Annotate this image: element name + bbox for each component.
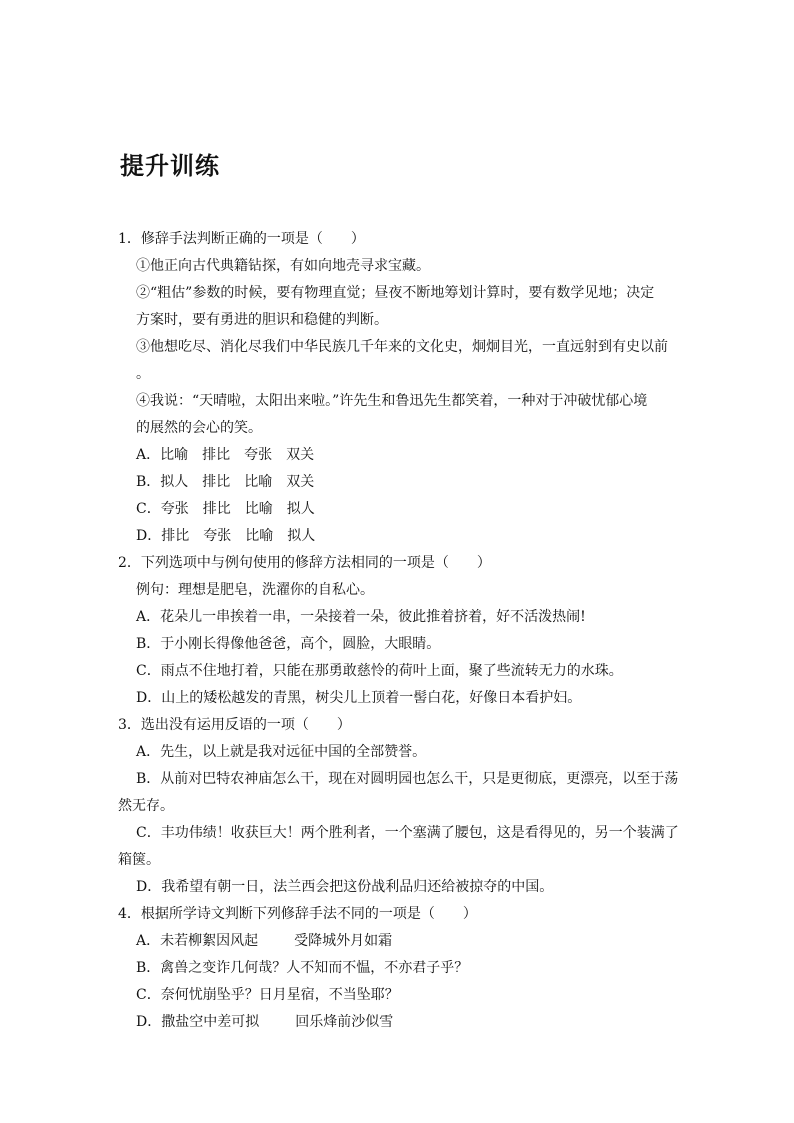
q2-option-d: D．山上的矮松越发的青黑，树尖儿上顶着一髻白花，好像日本看护妇。 [136,690,582,706]
q1-option-d: D．排比 夸张 比喻 拟人 [136,528,316,544]
q3-option-c: C．丰功伟绩！收获巨大！两个胜利者，一个塞满了腰包，这是看得见的，另一个装满了 [136,825,679,841]
q3-stem: 3．选出没有运用反语的一项（ ） [118,717,351,733]
q1-sentence-2-cont: 方案时，要有勇进的胆识和稳健的判断。 [136,312,388,328]
q4-option-d-part1: D．撒盐空中差可拟 [136,1014,260,1030]
q4-option-d [118,1009,676,1036]
q2-stem: 2．下列选项中与例句使用的修辞方法相同的一项是（ ） [118,555,491,571]
q2-example: 例句：理想是肥皂，洗濯你的自私心。 [136,582,374,598]
q3-option-d: D．我希望有朝一日，法兰西会把这份战利品归还给被掠夺的中国。 [136,879,554,895]
q2-option-a: A．花朵儿一串挨着一串，一朵接着一朵，彼此推着挤着，好不活泼热闹! [136,609,586,625]
q1-sentence-4: ④我说：“天晴啦，太阳出来啦。”许先生和鲁迅先生都笑着，一种对于冲破忧郁心境 [136,393,648,409]
page-title: 提升训练 [120,152,220,180]
q4-stem: 4．根据所学诗文判断下列修辞手法不同的一项是（ ） [118,906,477,922]
q1-sentence-4-cont: 的展然的会心的笑。 [136,420,262,436]
q1-option-c: C．夸张 排比 比喻 拟人 [136,501,315,517]
q3-option-b-cont: 然无存。 [118,798,174,814]
q1-option-a: A．比喻 排比 夸张 双关 [136,447,315,463]
q4-option-a-part2: 受降城外月如霜 [294,933,393,949]
q2-option-c: C．雨点不住地打着，只能在那勇敢慈怜的荷叶上面，聚了些流转无力的水珠。 [136,663,623,679]
q1-sentence-1: ①他正向古代典籍钻探，有如向地壳寻求宝藏。 [136,258,430,274]
q1-sentence-3-cont: 。 [136,366,150,382]
q4-option-d-part2: 回乐烽前沙似雪 [295,1014,394,1030]
exercise-content [118,226,679,1036]
q4-option-c: C．奈何忧崩坠乎？日月星宿，不当坠耶？ [136,987,399,1003]
q4-option-a-part1: A．未若柳絮因风起 [136,933,259,949]
q1-sentence-2: ②“粗估”参数的时候，要有物理直觉；昼夜不断地筹划计算时，要有数学见地；决定 [136,285,655,301]
q1-option-b: B．拟人 排比 比喻 双关 [136,474,315,490]
q4-option-a [118,928,676,955]
q2-option-b: B．于小刚长得像他爸爸，高个，圆脸，大眼睛。 [136,636,441,652]
q3-option-a: A．先生，以上就是我对远征中国的全部赞誉。 [136,744,427,760]
q1-stem: 1．修辞手法判断正确的一项是（ ） [118,231,365,247]
q1-sentence-3: ③他想吃尽、消化尽我们中华民族几千年来的文化史，炯炯目光，一直远射到有史以前 [136,339,668,355]
q4-option-b: B．禽兽之变诈几何哉？人不知而不愠，不亦君子乎？ [136,960,469,976]
q3-option-b: B．从前对巴特农神庙怎么干，现在对圆明园也怎么干，只是更彻底，更漂亮，以至于荡 [136,771,679,787]
q3-option-c-cont: 箱箧。 [118,852,160,868]
